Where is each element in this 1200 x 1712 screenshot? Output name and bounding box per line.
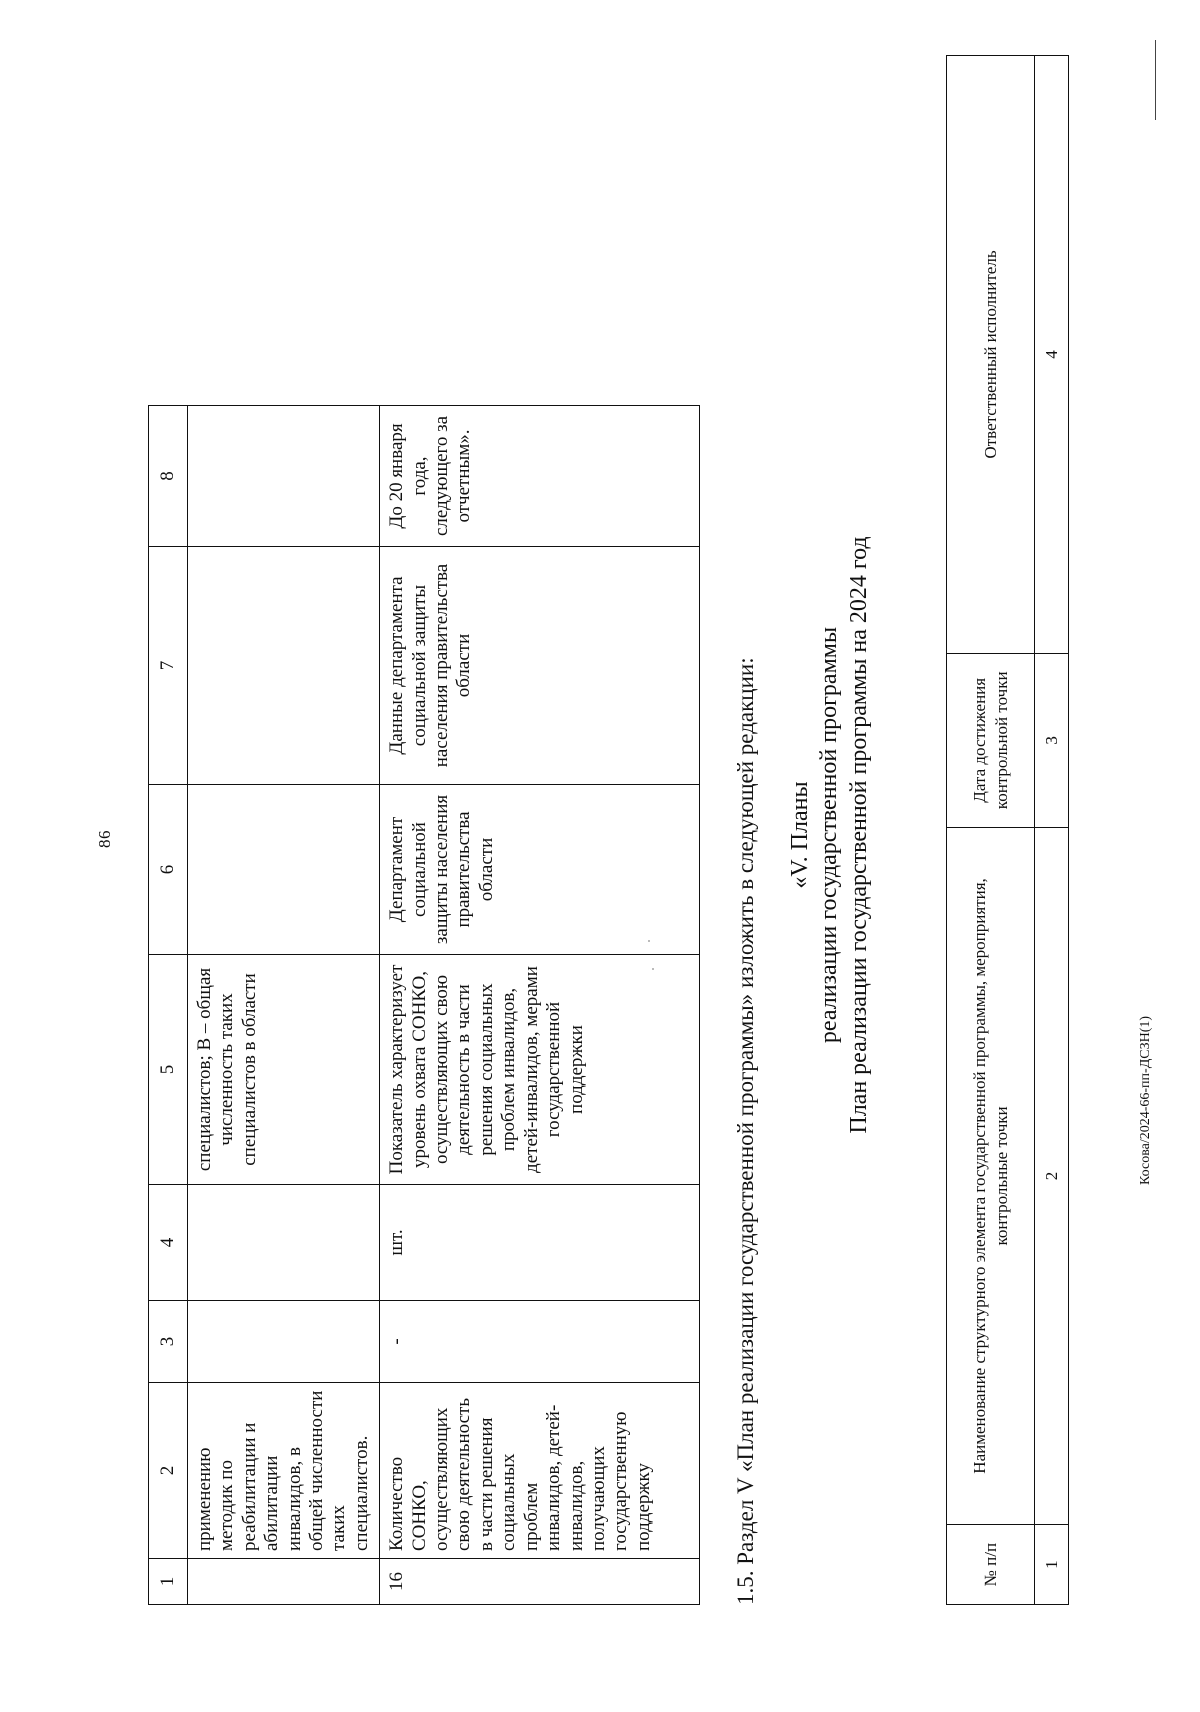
header-cell: Ответственный исполнитель <box>947 56 1035 654</box>
column-number: 2 <box>1035 827 1069 1525</box>
row-number: 16 <box>380 1559 700 1605</box>
unit: шт. <box>380 1185 700 1301</box>
header-cell: Наименование структурного элемента государственной программы, мероприятия, контрольные точки <box>947 827 1035 1525</box>
heading-line: План реализации государственной программы на 2024 год <box>845 536 872 1134</box>
header-cell: 4 <box>149 1185 188 1301</box>
data-source: Данные департамента социальной защиты населения правительства области <box>380 547 700 785</box>
plan-number-row <box>1035 56 1069 1605</box>
heading-line: «V. Планы <box>787 781 813 889</box>
unit <box>188 1185 380 1301</box>
page-number: 86 <box>95 830 114 848</box>
rotated-page-content <box>100 55 1100 1605</box>
column-number: 4 <box>1035 56 1069 654</box>
header-cell: 3 <box>149 1301 188 1383</box>
header-cell: 6 <box>149 785 188 955</box>
data-source <box>188 547 380 785</box>
row-number <box>188 1559 380 1605</box>
indicator-method: специалистов; В – общая численность таких специалистов в области <box>188 955 380 1185</box>
amendment-text: 1.5. Раздел V «План реализации государственной программы» изложить в следующей редакции: <box>733 657 758 1605</box>
base-value <box>188 1301 380 1383</box>
responsible-body: Департамент социальной защиты населения правительства области <box>380 785 700 955</box>
header-cell: 8 <box>149 406 188 547</box>
header-cell: № п/п <box>947 1525 1035 1605</box>
table-row <box>380 406 700 1605</box>
responsible-body <box>188 785 380 955</box>
header-cell: 2 <box>149 1383 188 1559</box>
table-header-row <box>149 406 188 1605</box>
header-cell: 5 <box>149 955 188 1185</box>
column-number: 3 <box>1035 653 1069 827</box>
deadline: До 20 января года, следующего за отчетным». <box>380 406 700 547</box>
column-number: 1 <box>1035 1525 1069 1605</box>
header-cell: 7 <box>149 547 188 785</box>
heading-line: реализации государственной программы <box>816 626 843 1044</box>
base-value: - <box>380 1301 700 1383</box>
indicator-name: Количество СОНКО, осуществляющих свою деятельность в части решения социальных проблем инвалидов, детей-инвалидов, получающих государственную поддержку <box>380 1383 700 1559</box>
deadline <box>188 406 380 547</box>
plan-header-row <box>947 56 1035 1605</box>
plan-table <box>946 55 1069 1605</box>
indicator-table <box>148 405 700 1605</box>
indicator-name: применению методик по реабилитации и абилитации инвалидов, в общей численности таких специалистов. <box>188 1383 380 1559</box>
indicator-method: Показатель характеризует уровень охвата СОНКО, осуществляющих свою деятельность в части решения социальных проблем инвалидов, детей-инвалидов, мерами государственной поддержки <box>380 955 700 1185</box>
header-cell: 1 <box>149 1559 188 1605</box>
table-row <box>188 406 380 1605</box>
section-heading <box>786 65 874 1605</box>
scan-mark <box>1155 40 1156 120</box>
document-code: Косова/2024-66-пп-ДСЗН(1) <box>1138 1015 1153 1185</box>
header-cell: Дата достижения контрольной точки <box>947 653 1035 827</box>
